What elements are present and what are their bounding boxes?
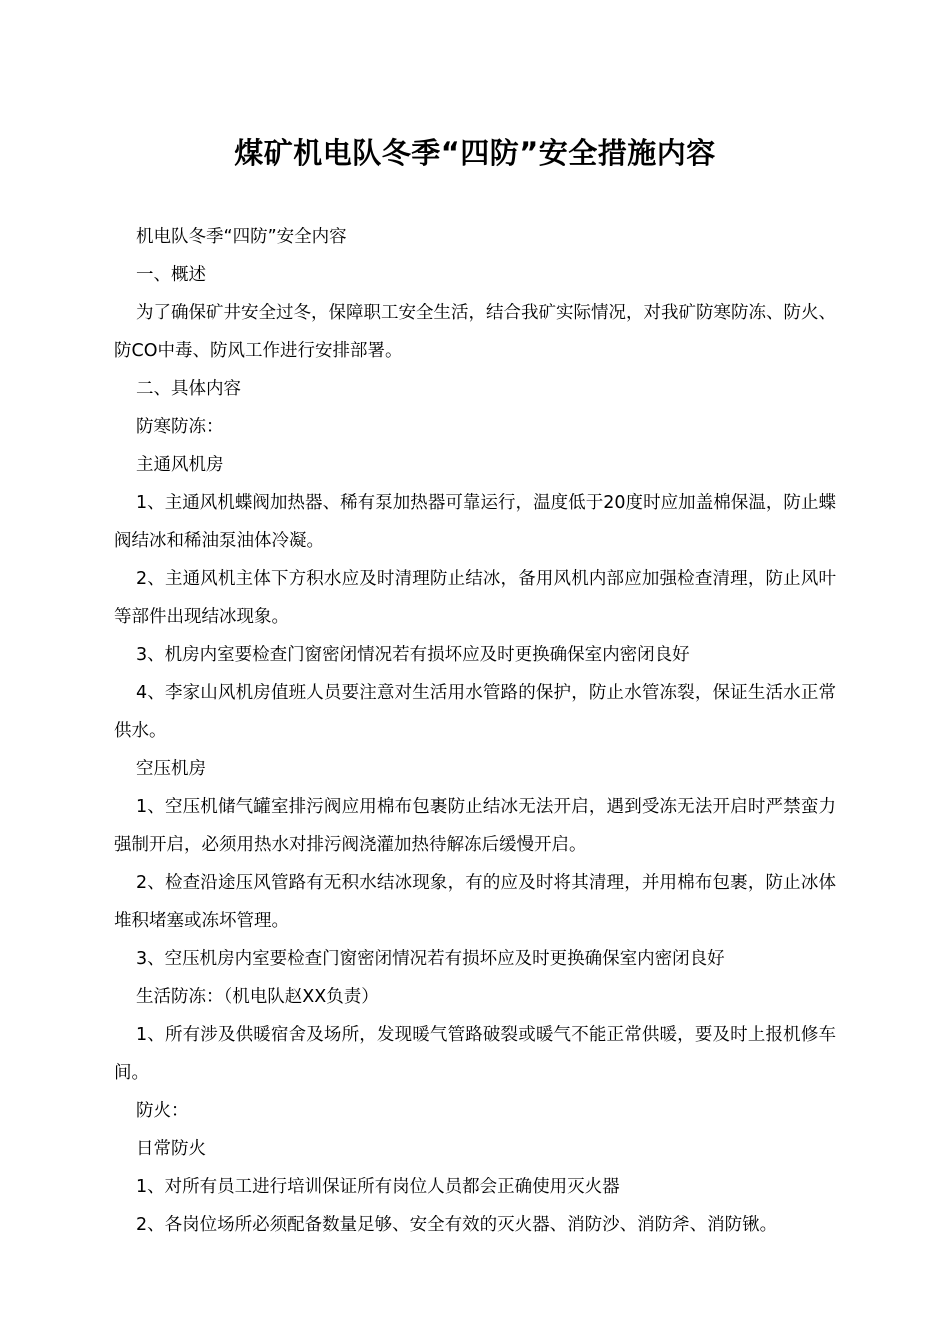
list-item: 2、各岗位场所必须配备数量足够、安全有效的灭火器、消防沙、消防斧、消防锹。 bbox=[136, 1215, 778, 1235]
list-item: 3、机房内室要检查门窗密闭情况若有损坏应及时更换确保室内密闭良好 bbox=[136, 645, 690, 665]
list-item: 1、对所有员工进行培训保证所有岗位人员都会正确使用灭火器 bbox=[136, 1177, 620, 1197]
list-item: 2、检查沿途压风管路有无积水结冰现象，有的应及时将其清理，并用棉布包裹，防止冰体堆积堵塞或冻坏管理。 bbox=[114, 873, 836, 931]
heading-living-cold-protection: 生活防冻：（机电队赵XX负责） bbox=[136, 987, 379, 1007]
list-item: 3、空压机房内室要检查门窗密闭情况若有损坏应及时更换确保室内密闭良好 bbox=[136, 949, 725, 969]
heading-main-fan-room: 主通风机房 bbox=[136, 455, 224, 475]
heading-compressor-room: 空压机房 bbox=[136, 759, 206, 779]
list-item: 1、主通风机蝶阀加热器、稀有泵加热器可靠运行，温度低于20度时应加盖棉保温，防止蝶阀结冰和稀油泵油体冷凝。 bbox=[114, 493, 836, 551]
heading-daily-fire-prevention: 日常防火 bbox=[136, 1139, 206, 1159]
list-item: 1、所有涉及供暖宿舍及场所，发现暖气管路破裂或暖气不能正常供暖，要及时上报机修车间。 bbox=[114, 1025, 836, 1083]
heading-cold-protection: 防寒防冻： bbox=[136, 417, 224, 437]
document-title: 煤矿机电队冬季“四防”安全措施内容 bbox=[234, 136, 716, 170]
heading-fire-prevention: 防火： bbox=[136, 1101, 189, 1121]
heading-overview: 一、概述 bbox=[136, 265, 206, 285]
document-body bbox=[114, 218, 836, 1244]
list-item: 1、空压机储气罐室排污阀应用棉布包裹防止结冰无法开启，遇到受冻无法开启时严禁蛮力强制开启，必须用热水对排污阀浇灌加热待解冻后缓慢开启。 bbox=[114, 797, 836, 855]
paragraph-overview: 为了确保矿井安全过冬，保障职工安全生活，结合我矿实际情况，对我矿防寒防冻、防火、防CO中毒、防风工作进行安排部署。 bbox=[114, 303, 836, 361]
list-item: 2、主通风机主体下方积水应及时清理防止结冰，备用风机内部应加强检查清理，防止风叶等部件出现结冰现象。 bbox=[114, 569, 836, 627]
list-item: 4、李家山风机房值班人员要注意对生活用水管路的保护，防止水管冻裂，保证生活水正常供水。 bbox=[114, 683, 836, 741]
paragraph-subtitle: 机电队冬季“四防”安全内容 bbox=[136, 227, 347, 247]
heading-details: 二、具体内容 bbox=[136, 379, 241, 399]
